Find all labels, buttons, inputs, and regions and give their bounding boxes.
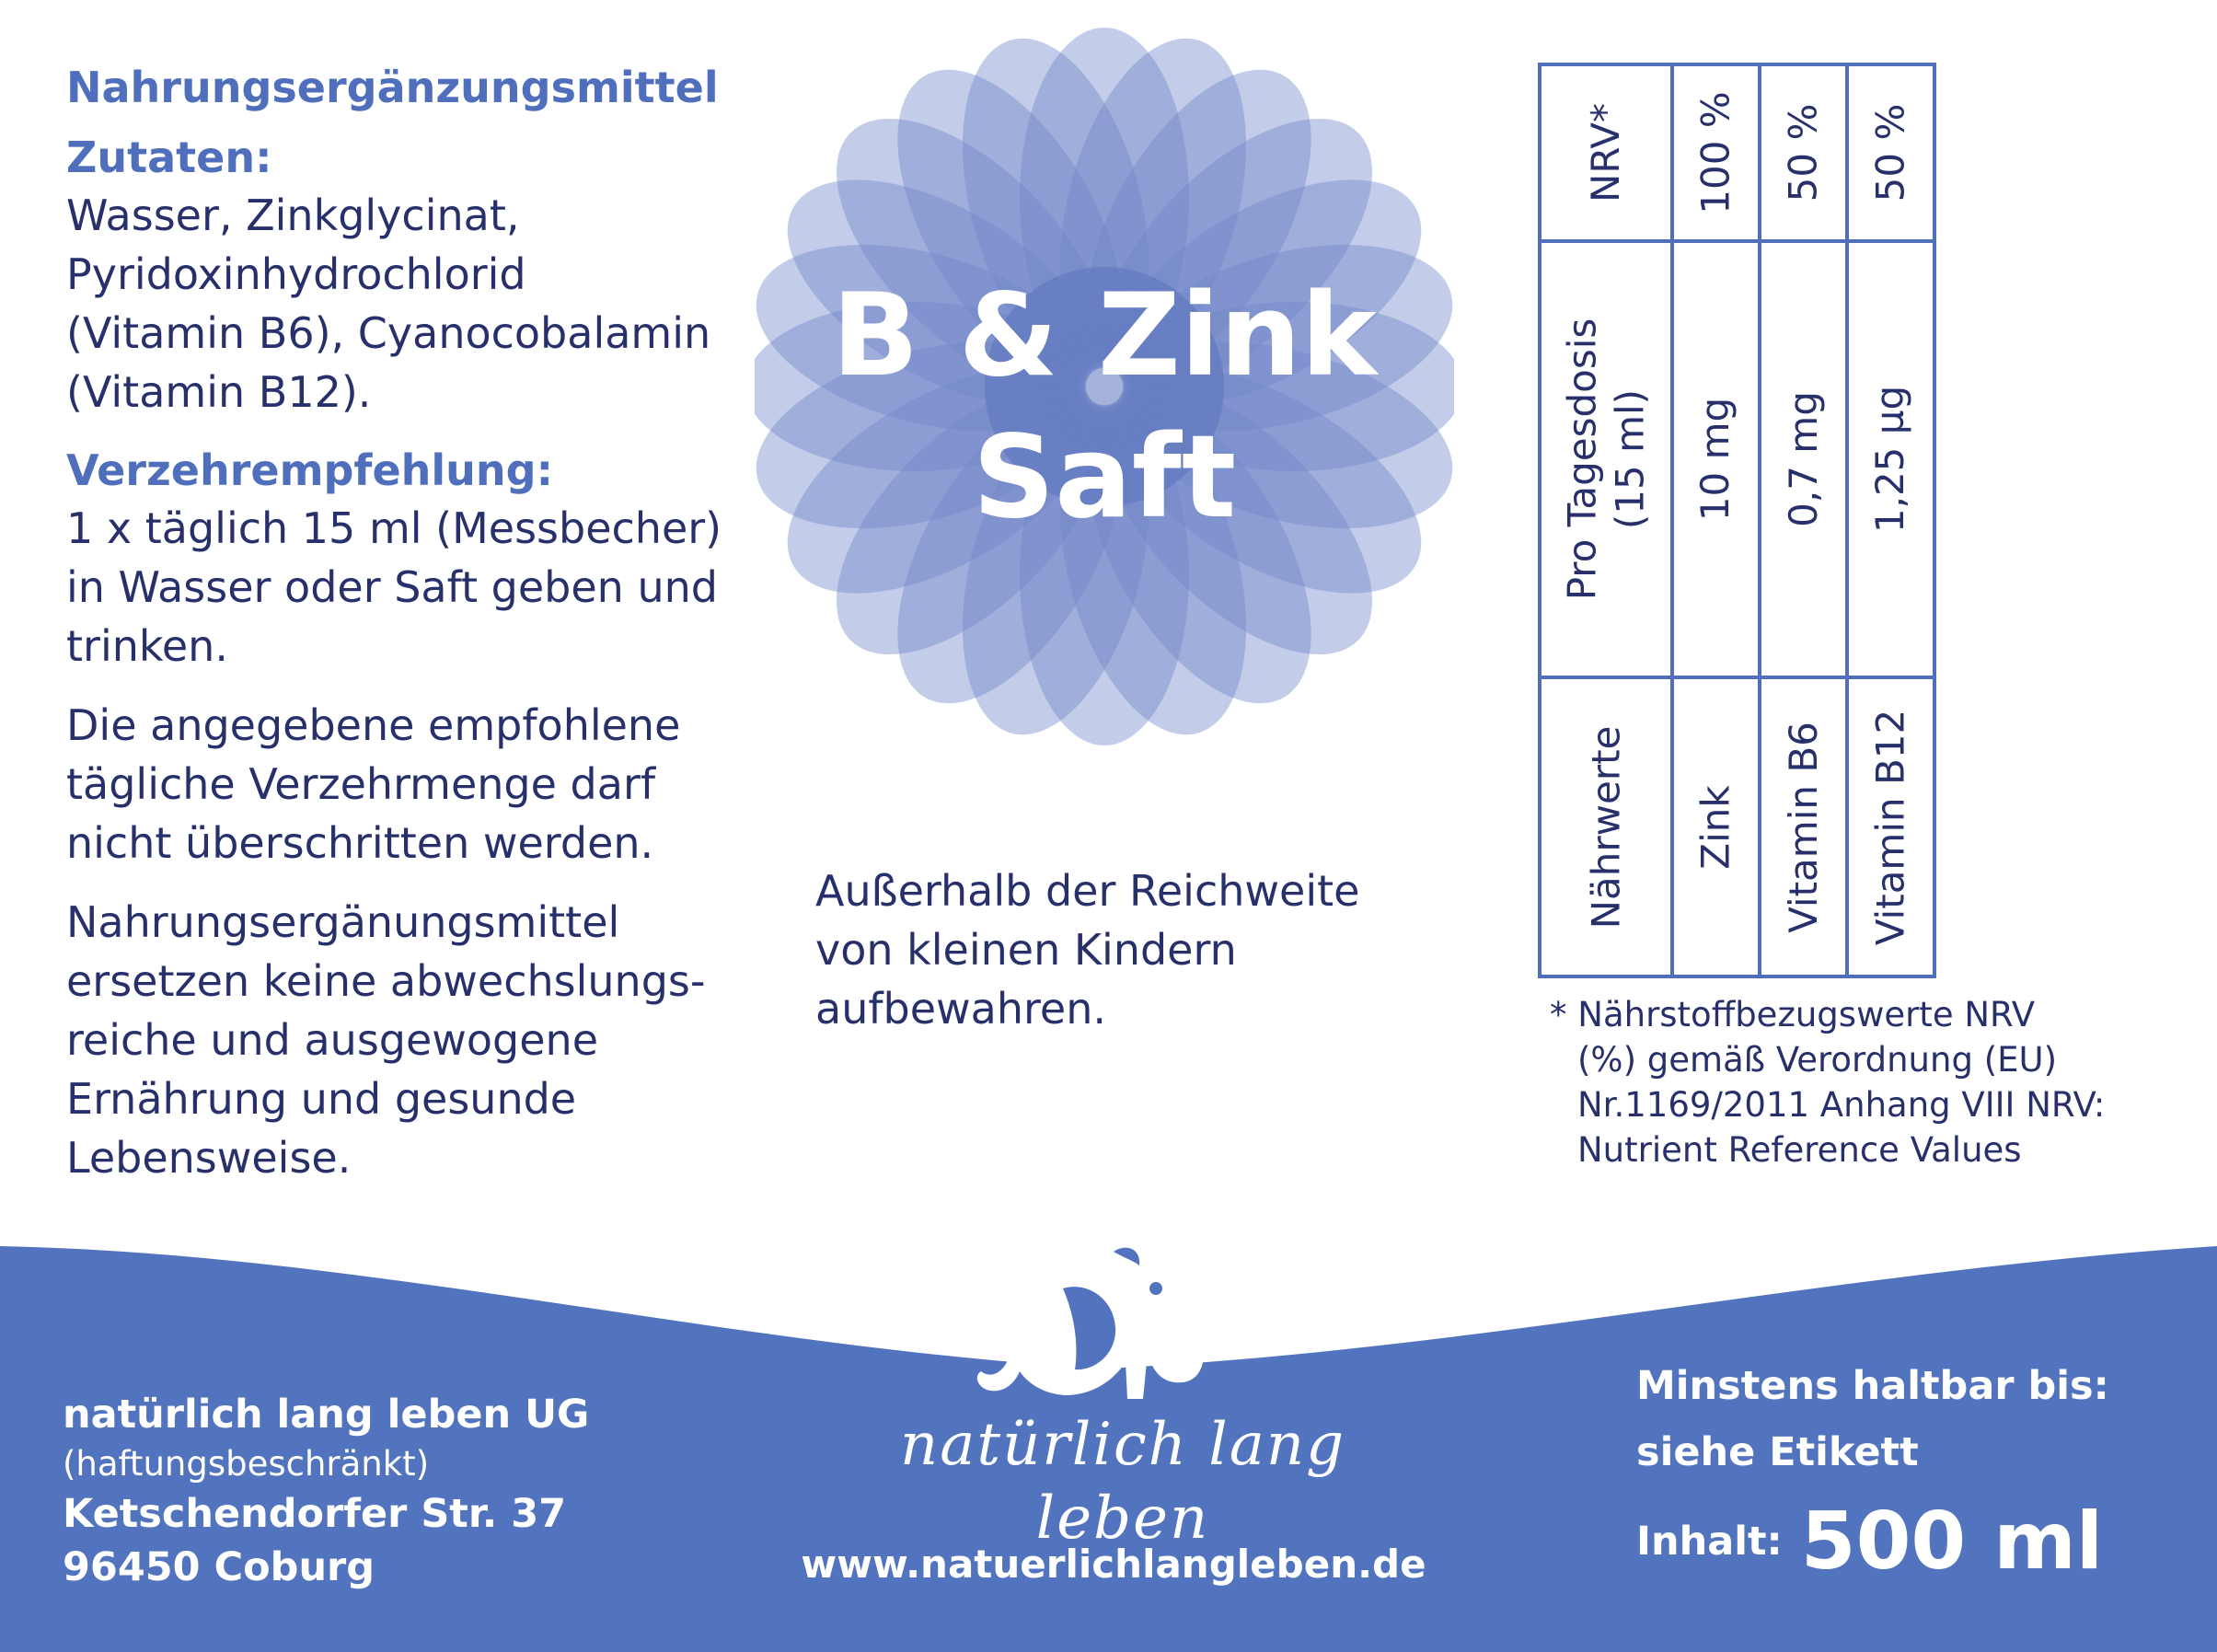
dose-warning-line: nicht überschritten werden.	[66, 818, 654, 868]
ingredients-line: Wasser, Zinkglycinat,	[66, 191, 520, 240]
footnote-line: Nr.1169/2011 Anhang VIII NRV:	[1577, 1085, 2106, 1125]
diet-notice-line: ersetzen keine abwechslungs-	[66, 956, 706, 1006]
table-cell-amount-value: 1,25 µg	[1867, 385, 1913, 534]
elephant-icon	[976, 1224, 1206, 1427]
table-header-nutrient-label: Nährwerte	[1583, 725, 1628, 929]
dose-warning-line: Die angegebene empfohlene	[66, 700, 681, 750]
net-content	[1636, 1496, 2103, 1588]
table-cell-nrv-value: 50 %	[1780, 103, 1826, 202]
brand-wordmark: natürlich lang leben	[899, 1411, 1346, 1553]
table-cell-amount-value: 0,7 mg	[1780, 391, 1826, 527]
brand-logo	[976, 1224, 1206, 1427]
table-cell-nrv-value: 50 %	[1867, 103, 1913, 202]
table-cell-nrv-value: 100 %	[1692, 91, 1738, 214]
footnote-line: * Nährstoffbezugswerte NRV	[1550, 995, 2036, 1034]
company-street: Ketschendorfer Str. 37	[63, 1491, 567, 1537]
company-name: natürlich lang leben UG	[63, 1392, 590, 1438]
dosage-line: trinken.	[66, 621, 228, 671]
children-warning-line: Außerhalb der Reichweite	[815, 866, 1360, 916]
company-city: 96450 Coburg	[63, 1544, 375, 1590]
ingredients-line: Pyridoxinhydrochlorid	[66, 249, 526, 299]
best-before	[1636, 1353, 2188, 1485]
diet-notice-line: Lebensweise.	[66, 1133, 352, 1183]
best-before-label: Minstens haltbar bis:	[1636, 1363, 2109, 1409]
footnote-line: (%) gemäß Verordnung (EU)	[1577, 1040, 2058, 1080]
dosage-heading: Verzehrempfehlung:	[66, 445, 553, 495]
diet-notice-line: Ernährung und gesunde	[66, 1074, 577, 1124]
product-title-line: B & Zink	[831, 270, 1378, 402]
table-header-dose-line: Pro Tagesdosis	[1559, 318, 1604, 601]
dosage-line: 1 x täglich 15 ml (Messbecher)	[66, 503, 722, 553]
table-cell-nutrient-name: Zink	[1692, 784, 1738, 870]
dosage-line: in Wasser oder Saft geben und	[66, 562, 718, 612]
net-content-value: 500 ml	[1800, 1496, 2104, 1588]
dose-warning-line: tägliche Verzehrmenge darf	[66, 759, 656, 809]
category-label: Nahrungsergänzungsmittel	[66, 63, 719, 112]
product-title-line: Saft	[972, 411, 1237, 544]
ingredients-line: (Vitamin B12).	[66, 367, 372, 417]
table-header-dose-line: (15 ml)	[1607, 388, 1652, 530]
children-warning-line: aufbewahren.	[815, 984, 1106, 1034]
table-cell-nutrient-name: Vitamin B12	[1867, 709, 1913, 945]
diet-notice-line: reiche und ausgewogene	[66, 1015, 599, 1065]
ingredients-heading: Zutaten:	[66, 133, 272, 182]
net-content-label: Inhalt:	[1636, 1519, 1783, 1565]
table-cell-nutrient-name: Vitamin B6	[1780, 721, 1826, 933]
children-warning-line: von kleinen Kindern	[815, 925, 1237, 975]
company-legal-form: (haftungsbeschränkt)	[63, 1444, 430, 1484]
website-url: www.natuerlichlangleben.de	[801, 1542, 1426, 1587]
diet-notice-line: Nahrungsergänungsmittel	[66, 897, 620, 947]
ingredients-line: (Vitamin B6), Cyanocobalamin	[66, 308, 711, 358]
table-cell-amount-value: 10 mg	[1692, 397, 1738, 522]
footnote-line: Nutrient Reference Values	[1577, 1130, 2022, 1170]
company-address	[63, 1388, 799, 1594]
table-header-nrv-label: NRV*	[1582, 102, 1628, 203]
best-before-value: siehe Etikett	[1636, 1429, 1919, 1475]
